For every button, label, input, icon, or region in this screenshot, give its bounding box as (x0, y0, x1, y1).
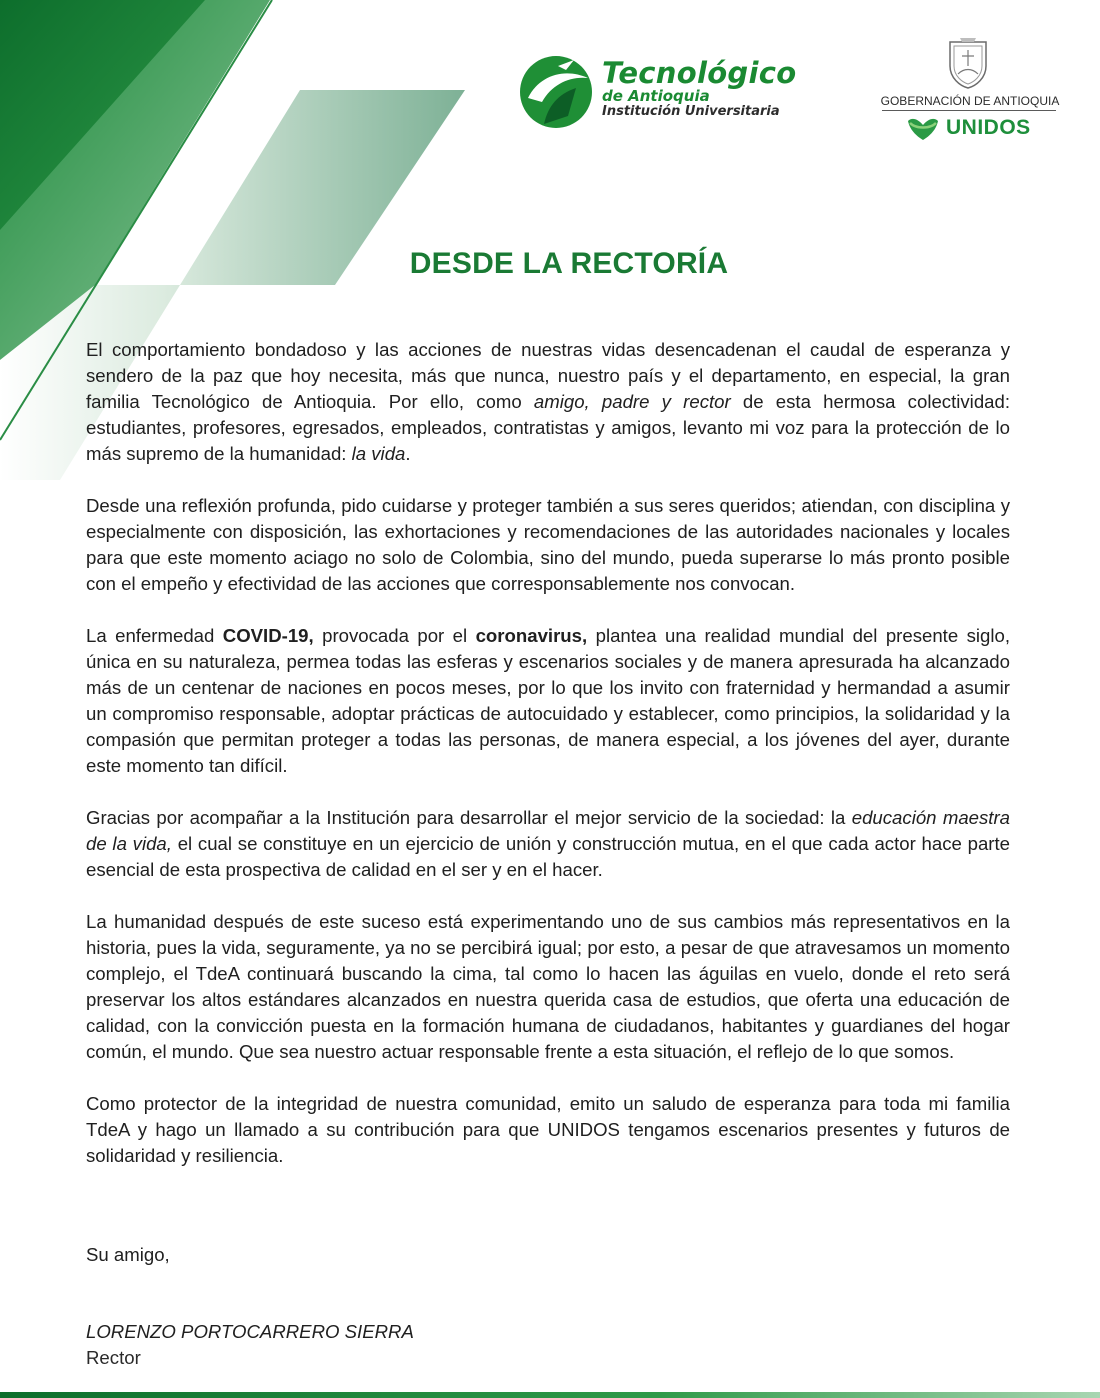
unidos-heart-icon (906, 115, 940, 141)
paragraph-1-emphasis-role: amigo, padre y rector (533, 391, 731, 412)
tda-bird-mark-icon (518, 54, 594, 130)
tda-subtitle: de Antioquia (602, 87, 710, 105)
tda-wordmark (602, 58, 852, 120)
gobernacion-divider (882, 110, 1056, 111)
paragraph-4-text-a: Gracias por acompañar a la Institución para desarrollar el mejor servicio de la sociedad: la (86, 807, 852, 828)
paragraph-3-text-c: provocada por el (313, 625, 476, 646)
signature-name: LORENZO PORTOCARRERO SIERRA (86, 1321, 414, 1342)
paragraph-3-bold-covid: COVID-19, (222, 625, 314, 646)
unidos-text: UNIDOS (946, 116, 1031, 139)
page-title: DESDE LA RECTORÍA (409, 247, 729, 280)
paragraph-3-bold-coronavirus: coronavirus, (475, 625, 588, 646)
closing-salutation: Su amigo, (86, 1244, 170, 1265)
tda-institution-type: Institución Universitaria (602, 104, 780, 119)
paragraph-4-emphasis-education: educación maestra de la vida, (86, 807, 1011, 854)
paragraph-1-text-a: El comportamiento bondadoso y las acciones de nuestras vidas desencadenan el caudal de esperanza y sendero de la paz que hoy necesita, más que nunca, nuestro país y el departamento, en especial, la gran familia Tecnológico de Antioquia. Por ello, como (86, 339, 1010, 412)
paragraph-3-text-a: La enfermedad (86, 625, 223, 646)
header-logos (518, 34, 1078, 154)
gobernacion-name: GOBERNACIÓN DE ANTIOQUIA (880, 94, 1060, 108)
paragraph-4-text-c: el cual se constituye en un ejercicio de unión y construcción mutua, en el que cada actor hace parte esencial de esta prospectiva de calidad en el ser y en el hacer. (86, 833, 1010, 880)
gobernacion-logo (880, 34, 1060, 144)
bottom-green-bar (0, 1392, 1100, 1398)
tda-name: Tecnológico (602, 56, 797, 90)
coat-of-arms-icon (946, 36, 990, 90)
paragraph-6: Como protector de la integridad de nuestra comunidad, emito un saludo de esperanza para toda mi familia TdeA y hago un llamado a su contribución para que UNIDOS tengamos escenarios presentes y futuros de solidaridad y resiliencia. (86, 1093, 1010, 1166)
unidos-logo (902, 114, 1052, 144)
paragraph-1-text-e: . (405, 443, 411, 464)
paragraph-3 (86, 623, 1010, 779)
paragraph-1 (86, 337, 1010, 467)
letter-body (86, 337, 1010, 1195)
paragraph-5: La humanidad después de este suceso está experimentando uno de sus cambios más representativos en la historia, pues la vida, seguramente, ya no se percibirá igual; por esto, a pesar de que atravesamos un momento complejo, el TdeA continuará buscando la cima, tal como lo hacen las águilas en vuelo, donde el reto será preservar los altos estándares alcanzados en nuestra querida casa de estudios, que oferta una educación de calidad, con la convicción puesta en la formación humana de ciudadanos, habitantes y guardianes del hogar común, el mundo. Que sea nuestro actuar responsable frente a esta situación, el reflejo de lo que somos. (86, 911, 1010, 1062)
paragraph-3-text-e: plantea una realidad mundial del presente siglo, única en su naturaleza, permea todas las esferas y escenarios sociales y de manera apresurada ha alcanzado más de un centenar de naciones en pocos meses, por lo que los invito con fraternidad y hermandad a asumir un compromiso responsable, adoptar prácticas de autocuidado y establecer, como principios, la solidaridad y la compasión que permitan proteger a todas las personas, de manera especial, a los jóvenes del ayer, durante este momento tan difícil. (86, 625, 1011, 776)
tda-logo (518, 54, 848, 134)
paragraph-2: Desde una reflexión profunda, pido cuidarse y proteger también a sus seres queridos; atiendan, con disciplina y especialmente con disposición, las exhortaciones y recomendaciones de las autoridades nacionales y locales para que este momento aciago no solo de Colombia, sino del mundo, pueda superarse lo más pronto posible con el empeño y efectividad de las acciones que corresponsablemente nos convocan. (86, 495, 1010, 594)
signature-role: Rector (86, 1347, 141, 1368)
paragraph-1-emphasis-life: la vida (351, 443, 406, 464)
paragraph-1-text-c: de esta hermosa colectividad: estudiantes, profesores, egresados, empleados, contratistas y amigos, levanto mi voz para la protección de lo más supremo de la humanidad: (86, 391, 1011, 464)
paragraph-4 (86, 805, 1010, 883)
